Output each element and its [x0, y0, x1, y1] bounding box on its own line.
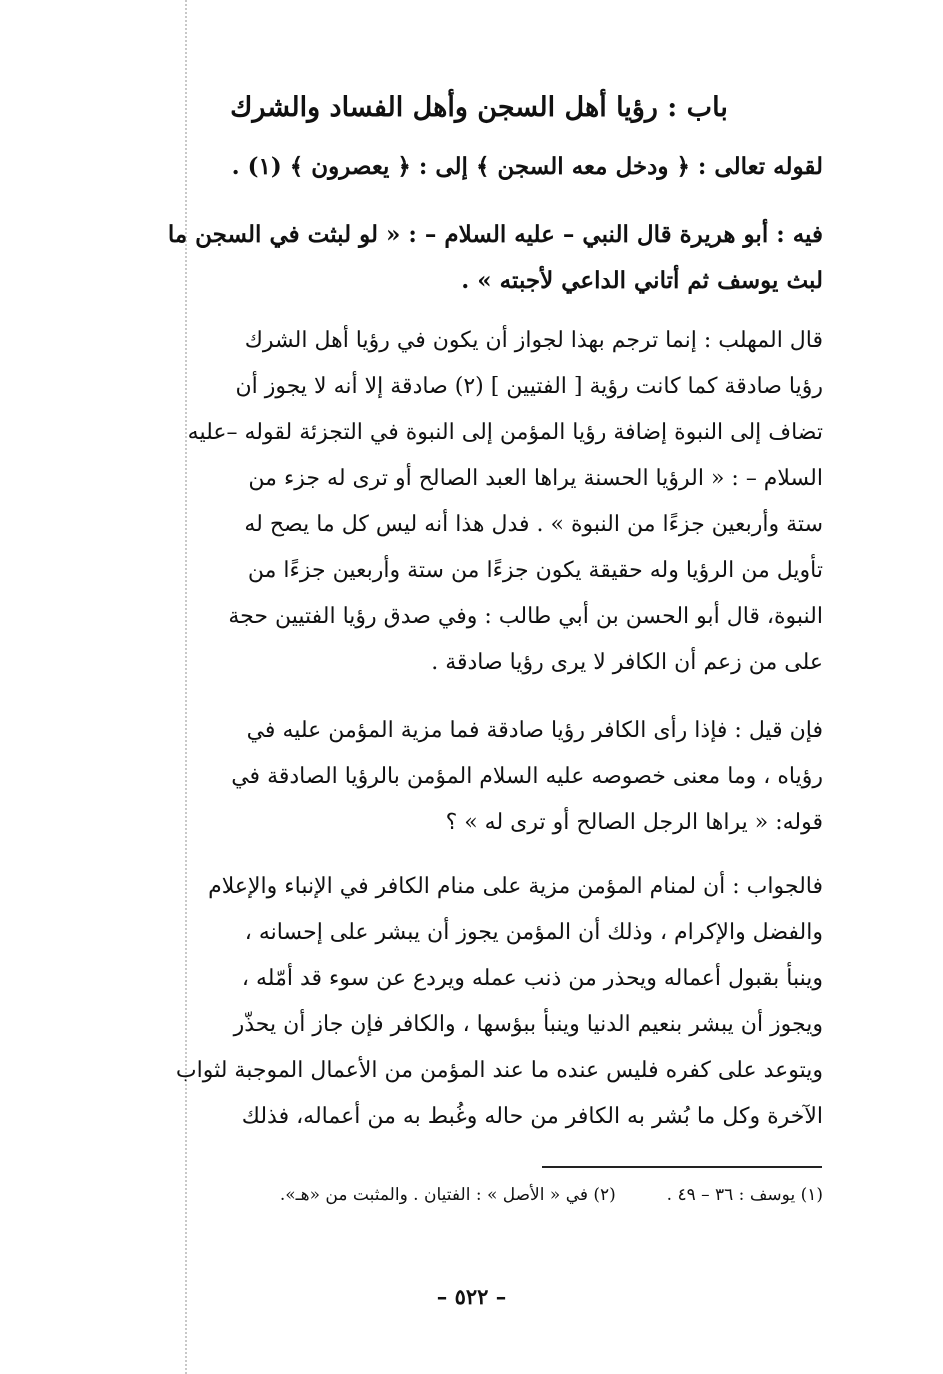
text-line: النبوة، قال أبو الحسن بن أبي طالب : وفي صدق رؤيا الفتيين حجة [228, 604, 823, 629]
text-line: والفضل والإكرام ، وذلك أن المؤمن يجوز أن يبشر على إحسانه ، [244, 920, 823, 945]
text-line: رؤيا صادقة كما كانت رؤية [ الفتيين ] (٢) صادقة إلا أنه لا يجوز أن [235, 374, 823, 399]
hadith-line: لبث يوسف ثم أتاني الداعي لأجبته » . [461, 267, 823, 294]
text-line: وينبأ بقبول أعماله ويحذر من ذنب عمله ويردع عن سوء قد أمّله ، [241, 966, 823, 991]
text-line: تضاف إلى النبوة إضافة رؤيا المؤمن إلى النبوة في التجزئة لقوله –عليه [187, 420, 823, 445]
hadith-line: فيه : أبو هريرة قال النبي – عليه السلام – : « لو لبثت في السجن ما [167, 221, 823, 248]
text-line: فإن قيل : فإذا رأى الكافر رؤيا صادقة فما مزية المؤمن عليه في [246, 718, 823, 743]
text-line: قال المهلب : إنما ترجم بهذا لجواز أن يكون في رؤيا أهل الشرك [244, 328, 823, 353]
footnote-2: (٢) في « الأصل » : الفتيان . والمثبت من «هـ». [279, 1185, 616, 1205]
text-line: ستة وأربعين جزءًا من النبوة » . فدل هذا أنه ليس كل ما يصح له [244, 512, 823, 537]
chapter-title: باب : رؤيا أهل السجن وأهل الفساد والشرك [230, 92, 728, 123]
text-line: فالجواب : أن لمنام المؤمن مزية على منام الكافر في الإنباء والإعلام [208, 874, 823, 899]
footnote-divider [542, 1166, 822, 1168]
text-line: السلام – : « الرؤيا الحسنة يراها العبد الصالح أو ترى له جزء من [248, 466, 823, 491]
text-line: ويتوعد على كفره فليس عنده ما عند المؤمن من الأعمال الموجبة لثواب [175, 1058, 823, 1083]
footnote-1: (١) يوسف : ٣٦ – ٤٩ . [666, 1185, 823, 1205]
intro-block [135, 144, 823, 190]
text-line: تأويل من الرؤيا وله حقيقة يكون جزءًا من ستة وأربعين جزءًا من [247, 558, 823, 583]
text-line: الآخرة وكل ما بُشر به الكافر من حاله وغُبط به من أعماله، فذلك [241, 1104, 823, 1129]
text-line: رؤياه ، وما معنى خصوصه عليه السلام المؤمن بالرؤيا الصادقة في [231, 764, 823, 789]
paragraph-answer [135, 864, 823, 1140]
page-number: – ٥٢٢ – [436, 1284, 507, 1309]
page-fold-line [185, 0, 187, 1374]
paragraph-question [135, 708, 823, 846]
text-line: ويجوز أن يبشر بنعيم الدنيا وينبأ ببؤسها ، والكافر فإن جاز أن يحذّر [233, 1012, 823, 1037]
text-line: على من زعم أن الكافر لا يرى رؤيا صادقة . [431, 650, 823, 675]
hadith-block [135, 212, 823, 304]
intro-line: لقوله تعالى : ﴿ ودخل معه السجن ﴾ إلى : ﴿ يعصرون ﴾ (١) . [231, 153, 823, 180]
paragraph-muhallab [135, 318, 823, 686]
text-line: قوله: « يراها الرجل الصالح أو ترى له » ؟ [445, 810, 823, 835]
footnotes [135, 1180, 823, 1210]
